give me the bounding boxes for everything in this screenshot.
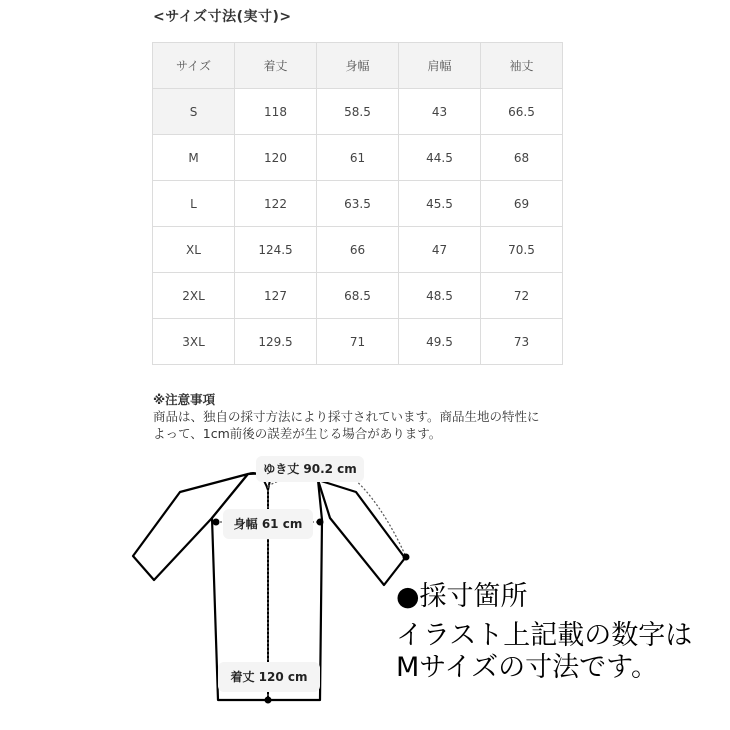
callout-line: Mサイズの寸法です。	[396, 652, 658, 683]
table-cell: 73	[481, 319, 563, 365]
body-width-left-point	[213, 519, 220, 526]
sleeve-length-label: ゆき丈 90.2 cm	[256, 456, 364, 482]
body-width-label: 身幅 61 cm	[223, 509, 313, 539]
table-cell: 69	[481, 181, 563, 227]
size-cell: M	[153, 135, 235, 181]
section-heading: <サイズ寸法(実寸)>	[153, 9, 292, 25]
header-cell-width: 身幅	[317, 43, 399, 89]
coat-right-sleeve	[318, 480, 405, 585]
table-cell: 66.5	[481, 89, 563, 135]
table-cell: 122	[235, 181, 317, 227]
size-cell: 2XL	[153, 273, 235, 319]
table-cell: 66	[317, 227, 399, 273]
table-cell: 127	[235, 273, 317, 319]
total-length-endpoint	[265, 697, 272, 704]
table-cell: 70.5	[481, 227, 563, 273]
notes-title: ※注意事項	[153, 392, 216, 407]
total-length-label: 着丈 120 cm	[218, 662, 320, 692]
notes-line: 商品は、独自の採寸方法により採寸されています。商品生地の特性に	[153, 409, 540, 424]
table-cell: 68	[481, 135, 563, 181]
size-cell: 3XL	[153, 319, 235, 365]
header-cell-length: 着丈	[235, 43, 317, 89]
table-cell: 58.5	[317, 89, 399, 135]
table-cell: 68.5	[317, 273, 399, 319]
table-cell: 45.5	[399, 181, 481, 227]
table-cell: 44.5	[399, 135, 481, 181]
callout-line: イラスト上記載の数字は	[396, 620, 693, 651]
size-cell: L	[153, 181, 235, 227]
header-cell-sleeve: 袖丈	[481, 43, 563, 89]
notes-line: よって、1cm前後の誤差が生じる場合があります。	[153, 426, 442, 441]
header-cell-shoulder: 肩幅	[399, 43, 481, 89]
body-width-right-point	[317, 519, 324, 526]
table-cell: 63.5	[317, 181, 399, 227]
table-cell: 47	[399, 227, 481, 273]
table-cell: 120	[235, 135, 317, 181]
table-cell: 129.5	[235, 319, 317, 365]
table-cell: 118	[235, 89, 317, 135]
table-cell: 48.5	[399, 273, 481, 319]
table-cell: 61	[317, 135, 399, 181]
sleeve-length-endpoint	[403, 554, 410, 561]
table-cell: 49.5	[399, 319, 481, 365]
table-cell: 124.5	[235, 227, 317, 273]
table-cell: 71	[317, 319, 399, 365]
table-cell: 72	[481, 273, 563, 319]
table-cell: 43	[399, 89, 481, 135]
callout-title: ●採寸箇所	[396, 581, 528, 612]
header-cell-size: サイズ	[153, 43, 235, 89]
size-cell: S	[153, 89, 235, 135]
size-cell: XL	[153, 227, 235, 273]
